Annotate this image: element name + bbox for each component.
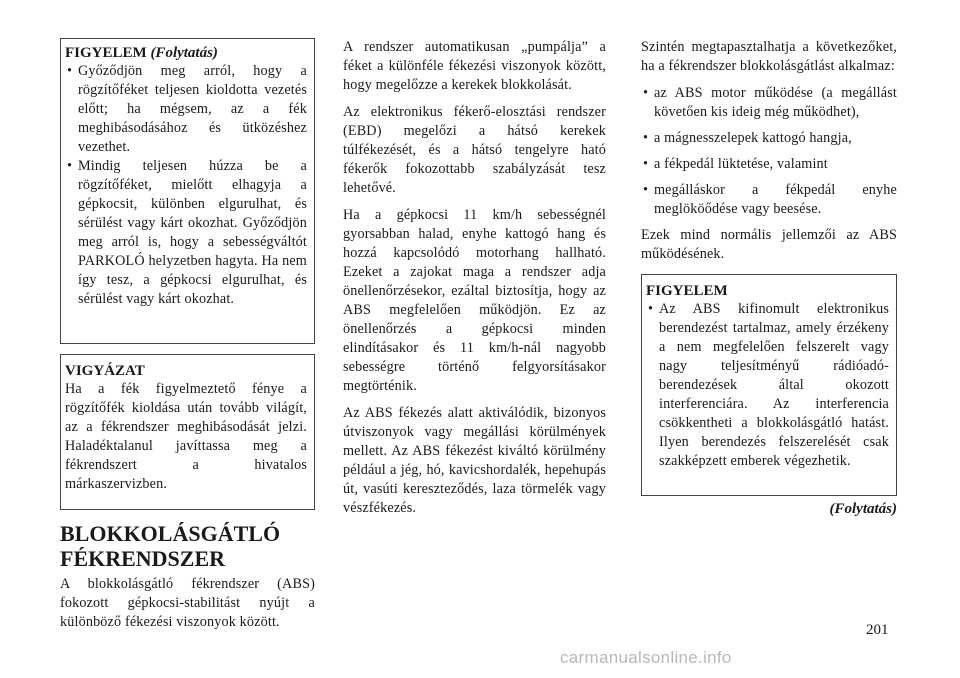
body-paragraph: Az ABS fékezés alatt aktiválódik, bizonyos útviszonyok vagy megállási körülmények mellett. Az ABS fékezést kiváltó körülmény például a jég, hó, kavicshordalék, hepehupás út, vasúti kereszteződés, laza törmelék vagy vészfékezés.: [343, 405, 606, 516]
warning-box-continued: [60, 38, 315, 344]
warning-title: FIGYELEM: [646, 283, 728, 299]
abs-intro-paragraph: A blokkolásgátló fékrendszer (ABS) fokozott gépkocsi-stabilitást nyújt a különböző fékezési viszonyok között.: [60, 576, 315, 630]
summary-paragraph: Ezek mind normális jellemzői az ABS működésének.: [641, 227, 897, 262]
symptom-item: • a mágnesszelepek kattogó hangja,: [641, 129, 897, 148]
middle-column: [343, 38, 606, 526]
continued-footer: (Folytatás): [829, 501, 897, 517]
caution-title: VIGYÁZAT: [65, 363, 145, 379]
caution-text: Ha a fék figyelmeztető fénye a rögzítőfék kioldása után tovább világít, az a fékrendszer meghibásodását jelzi. Haladéktalanul javíttassa meg a fékrendszert a hivatalos márkaszervizben.: [65, 381, 307, 492]
continued-label: (Folytatás): [150, 45, 218, 61]
warning-list: [65, 62, 307, 309]
warning-item: • Az ABS kifinomult elektronikus berendezést tartalmaz, amely érzékeny a nem megfelelően felszerelt vagy nagy teljesítményű rádióadó-berendezések által okozott interferenciára. Az interferencia csökkentheti a blokkolásgátló hatást. Ilyen berendezés felszerelését csak szakképzett emberek végezhetik.: [646, 300, 889, 471]
symptom-item: • megálláskor a fékpedál enyhe meglököődése vagy beesése.: [641, 181, 897, 219]
symptoms-list: [641, 84, 897, 219]
page-number: 201: [866, 622, 889, 638]
left-column: [60, 38, 315, 632]
warning-item: • Győződjön meg arról, hogy a rögzítőféket teljesen kioldotta vezetés előtt; ha mégsem, az a fék meghibásodásához és ütközéshez vezethet.: [65, 62, 307, 157]
symptom-item: • a fékpedál lüktetése, valamint: [641, 155, 897, 174]
heading-line-2: FÉKRENDSZER: [60, 546, 226, 571]
symptom-item: • az ABS motor működése (a megállást követően kis ideig még működhet),: [641, 84, 897, 122]
warning-box: [641, 274, 897, 496]
warning-list: [646, 300, 889, 471]
heading-line-1: BLOKKOLÁSGÁTLÓ: [60, 521, 281, 546]
section-heading: [60, 521, 315, 571]
warning-title-text: FIGYELEM: [65, 45, 147, 61]
warning-item: • Mindig teljesen húzza be a rögzítőféket, mielőtt elhagyja a gépkocsit, különben elgurulhat, és sérülést vagy kárt okozhat. Győződjön meg arról is, hogy a sebességváltót PARKOLÓ helyzetben hagyta. Ha nem így tesz, a gépkocsi elgurulhat, és sérülést vagy kárt okozhat.: [65, 157, 307, 309]
body-paragraph: Ha a gépkocsi 11 km/h sebességnél gyorsabban halad, enyhe kattogó hang és hozzá kapcsolódó motorhang hallható. Ezeket a zajokat maga a rendszer adja önellenőrzésekor, ezáltal biztosítja, hogy az ABS megfelelően működjön. Ez az önellenőrzés a gépkocsi minden elindításakor és 11 km/h-nál nagyobb sebességre történő felgyorsításakor megtörténik.: [343, 207, 606, 394]
body-paragraph: Az elektronikus fékerő-elosztási rendszer (EBD) megelőzi a hátsó kerekek túlfékezését, és a hátsó tengelyre ható fékerők fokozottabb szabályzását tesz lehetővé.: [343, 104, 606, 196]
body-paragraph: A rendszer automatikusan „pumpálja” a féket a különféle fékezési viszonyok között, hogy megelőzze a kerekek blokkolását.: [343, 39, 606, 93]
warning-title: [65, 45, 307, 62]
watermark: carmanualsonline.info: [560, 648, 732, 667]
symptoms-intro: Szintén megtapasztalhatja a következőket, ha a fékrendszer blokkolásgátlást alkalmaz:: [641, 39, 897, 74]
caution-box: [60, 354, 315, 510]
right-column: [641, 38, 897, 518]
